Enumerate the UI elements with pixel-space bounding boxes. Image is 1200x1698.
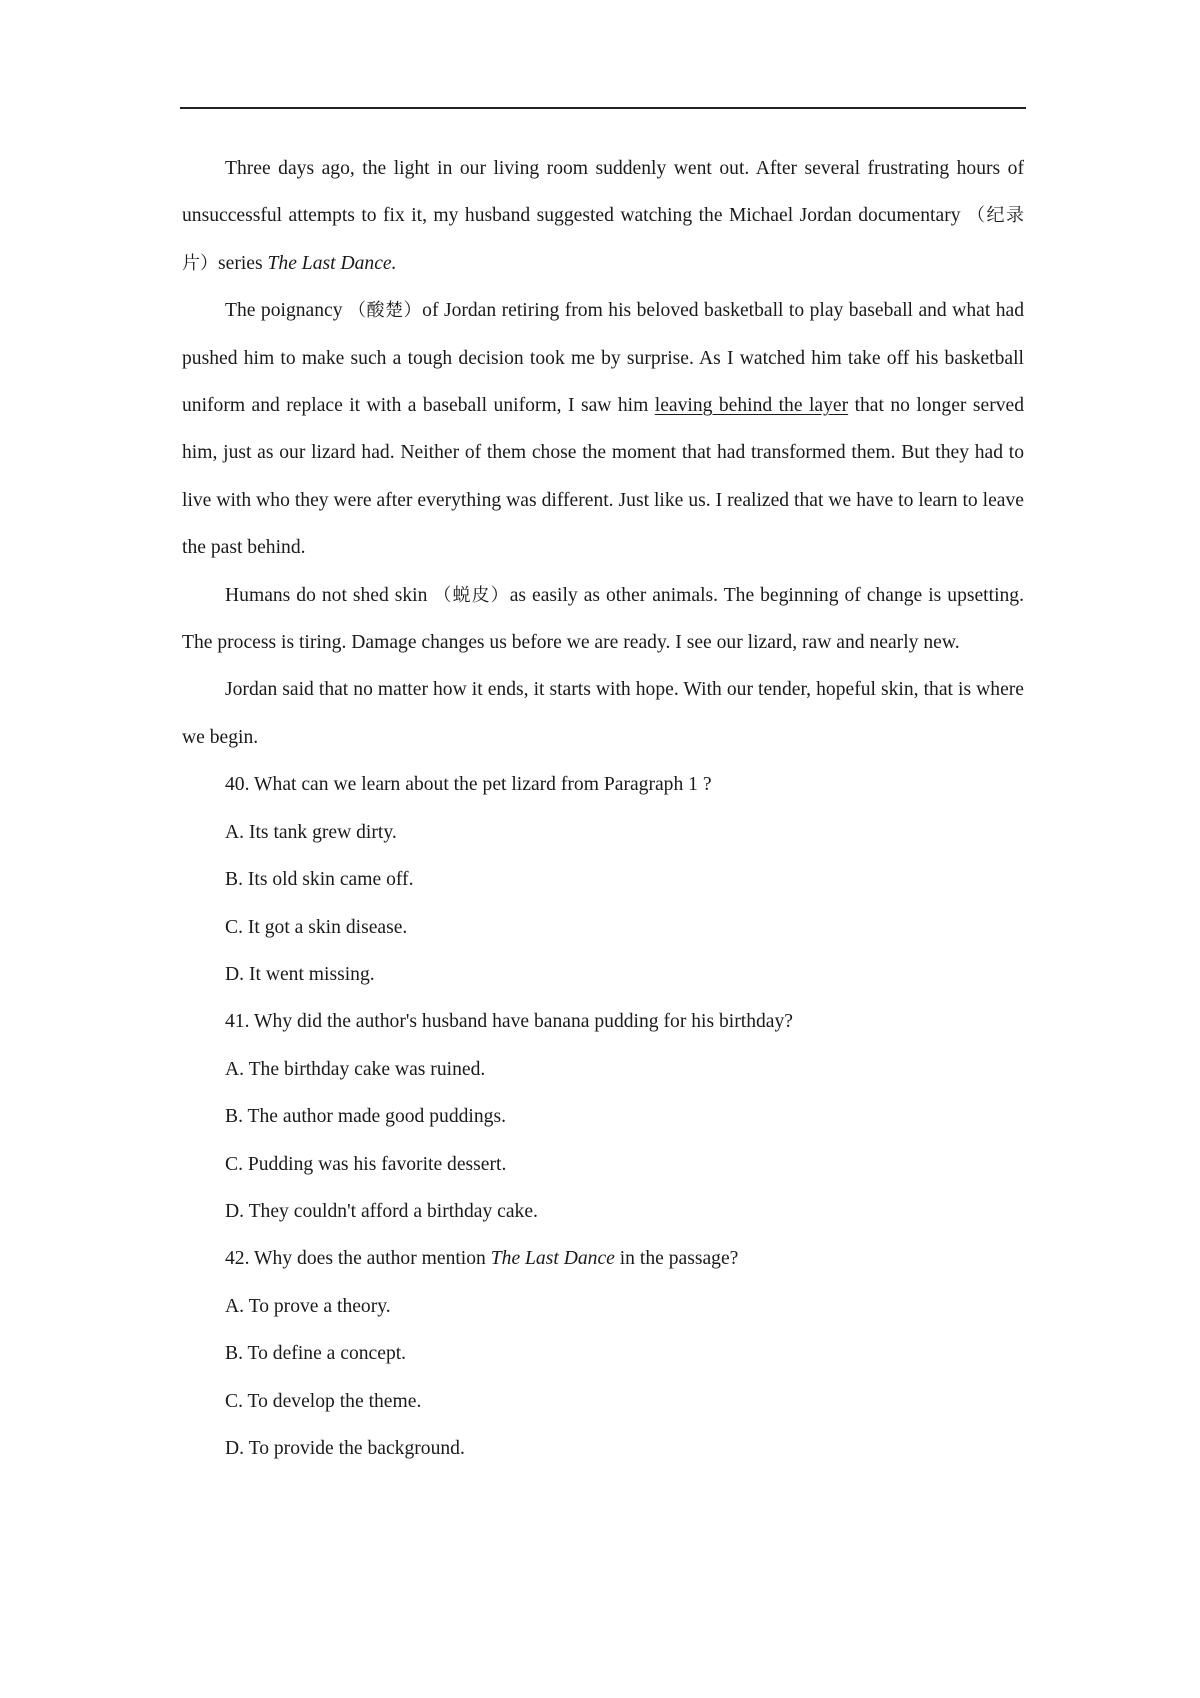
question-42-option-c: C. To develop the theme. [225, 1390, 422, 1412]
question-40-stem: 40. What can we learn about the pet lizard from Paragraph 1 ? [225, 774, 712, 796]
p1-gloss: （纪录片） [182, 205, 1025, 274]
question-40-option-d: D. It went missing. [225, 963, 375, 985]
question-40-option-c: C. It got a skin disease. [225, 916, 408, 938]
question-41-stem: 41. Why did the author's husband have banana pudding for his birthday? [225, 1011, 793, 1033]
p2-gloss: （酸楚） [347, 300, 423, 322]
question-40-option-b: B. Its old skin came off. [225, 869, 414, 891]
passage-paragraph-4 [182, 666, 1024, 761]
question-42-option-d: D. To provide the background. [225, 1437, 465, 1459]
question-41-option-b: B. The author made good puddings. [225, 1106, 506, 1128]
header-rule [180, 107, 1026, 109]
passage-paragraph-1 [182, 145, 1024, 287]
p3-text: Humans do not shed skin [225, 584, 434, 606]
question-41-option-c: C. Pudding was his favorite dessert. [225, 1153, 507, 1175]
question-41-option-d: D. They couldn't afford a birthday cake. [225, 1200, 538, 1222]
question-42-option-a: A. To prove a theory. [225, 1295, 391, 1317]
p2-text-mid: of Jordan retiring from his beloved basketball to play baseball and what had pushed him to make such a tough decision took me by surprise. As I watched him take off his basketball uniform and replace it with a baseball uniform, I saw him [182, 300, 1024, 417]
p3-text-after: as easily as other animals. The beginning of change is upsetting. The process is tiring. Damage changes us before we are ready. I see our lizard, raw and nearly new. [182, 584, 1025, 654]
p2-text-after: that no longer served him, just as our lizard had. Neither of them chose the moment that had transformed them. But they had to live with who they were after everything was different. Just like us. I realized that we have to learn to leave the past behind. [182, 395, 1025, 559]
p2-underlined-phrase: leaving behind the layer [654, 395, 849, 417]
p4-text: Jordan said that no matter how it ends, it starts with hope. With our tender, hopeful skin, that is where we begin. [182, 679, 1024, 748]
p2-text: The poignancy [225, 300, 348, 322]
passage-paragraph-2 [182, 287, 1024, 571]
question-40-option-a: A. Its tank grew dirty. [225, 821, 397, 843]
p1-title: The Last Dance. [267, 252, 397, 274]
passage-paragraph-3 [182, 572, 1024, 667]
p1-text-mid: series [218, 252, 268, 274]
question-41-option-a: A. The birthday cake was ruined. [225, 1058, 486, 1080]
q42-stem-title: The Last Dance [490, 1248, 615, 1270]
question-42-stem [182, 1235, 1024, 1282]
q42-stem-before: 42. Why does the author mention [225, 1248, 491, 1270]
reading-content [182, 145, 1024, 1472]
p3-gloss: （蜕皮） [433, 584, 510, 606]
p1-text: Three days ago, the light in our living room suddenly went out. After several frustrating hours of unsuccessful attempts to fix it, my husband suggested watching the Michael Jordan documentary [182, 158, 1024, 227]
question-42-option-b: B. To define a concept. [225, 1343, 407, 1365]
q42-stem-after: in the passage? [614, 1248, 739, 1270]
